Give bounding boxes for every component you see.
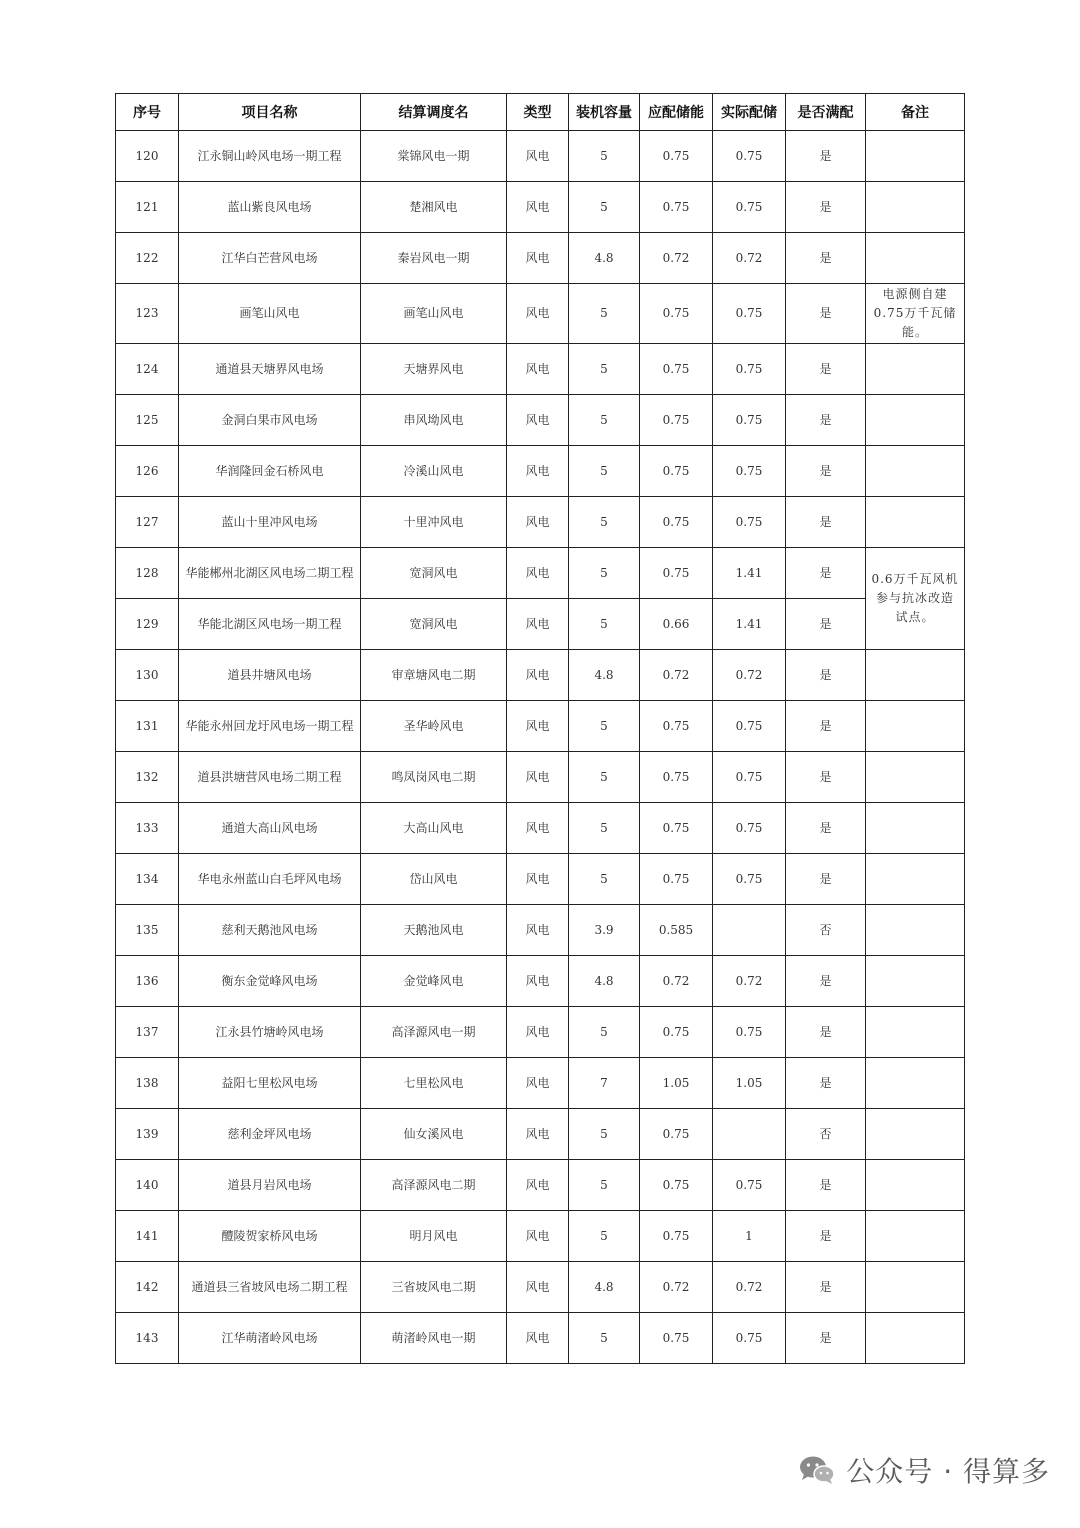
table-row bbox=[116, 233, 965, 284]
cell-actual-storage: 0.75 bbox=[713, 131, 786, 182]
cell-dispatch-name: 棠锦风电一期 bbox=[361, 131, 507, 182]
cell-fully-allocated: 是 bbox=[786, 803, 866, 854]
cell-fully-allocated: 是 bbox=[786, 446, 866, 497]
cell-dispatch-name: 高泽源风电一期 bbox=[361, 1007, 507, 1058]
cell-actual-storage: 1 bbox=[713, 1211, 786, 1262]
cell-dispatch-name: 宽洞风电 bbox=[361, 548, 507, 599]
table-row bbox=[116, 182, 965, 233]
cell-type: 风电 bbox=[507, 803, 569, 854]
header-fully-allocated: 是否满配 bbox=[786, 94, 866, 131]
cell-capacity: 5 bbox=[569, 446, 640, 497]
cell-dispatch-name: 鸣凤岗风电二期 bbox=[361, 752, 507, 803]
cell-dispatch-name: 宽洞风电 bbox=[361, 599, 507, 650]
cell-serial: 134 bbox=[116, 854, 179, 905]
cell-remarks bbox=[866, 233, 965, 284]
cell-serial: 124 bbox=[116, 344, 179, 395]
cell-type: 风电 bbox=[507, 182, 569, 233]
cell-project-name: 通道县三省坡风电场二期工程 bbox=[179, 1262, 361, 1313]
cell-capacity: 5 bbox=[569, 854, 640, 905]
cell-capacity: 5 bbox=[569, 701, 640, 752]
cell-dispatch-name: 楚湘风电 bbox=[361, 182, 507, 233]
cell-actual-storage bbox=[713, 905, 786, 956]
cell-remarks bbox=[866, 752, 965, 803]
cell-required-storage: 0.75 bbox=[640, 854, 713, 905]
table-header-row bbox=[116, 94, 965, 131]
cell-required-storage: 0.75 bbox=[640, 497, 713, 548]
cell-capacity: 5 bbox=[569, 182, 640, 233]
cell-dispatch-name: 冷溪山风电 bbox=[361, 446, 507, 497]
cell-fully-allocated: 是 bbox=[786, 182, 866, 233]
cell-type: 风电 bbox=[507, 344, 569, 395]
cell-remarks bbox=[866, 1058, 965, 1109]
wechat-watermark bbox=[798, 1450, 1050, 1490]
cell-capacity: 5 bbox=[569, 1160, 640, 1211]
header-type: 类型 bbox=[507, 94, 569, 131]
header-remarks: 备注 bbox=[866, 94, 965, 131]
cell-serial: 137 bbox=[116, 1007, 179, 1058]
cell-dispatch-name: 萌渚岭风电一期 bbox=[361, 1313, 507, 1364]
cell-type: 风电 bbox=[507, 497, 569, 548]
cell-capacity: 5 bbox=[569, 1211, 640, 1262]
table-row bbox=[116, 1262, 965, 1313]
cell-serial: 130 bbox=[116, 650, 179, 701]
table-row bbox=[116, 752, 965, 803]
cell-actual-storage: 0.75 bbox=[713, 701, 786, 752]
cell-remarks bbox=[866, 1211, 965, 1262]
table-row bbox=[116, 497, 965, 548]
cell-actual-storage: 0.75 bbox=[713, 1313, 786, 1364]
cell-serial: 125 bbox=[116, 395, 179, 446]
cell-serial: 122 bbox=[116, 233, 179, 284]
cell-capacity: 5 bbox=[569, 131, 640, 182]
table-row bbox=[116, 1313, 965, 1364]
cell-required-storage: 1.05 bbox=[640, 1058, 713, 1109]
cell-capacity: 5 bbox=[569, 599, 640, 650]
table-row bbox=[116, 284, 965, 344]
table-row bbox=[116, 548, 965, 599]
cell-actual-storage: 1.41 bbox=[713, 548, 786, 599]
table-row bbox=[116, 701, 965, 752]
cell-type: 风电 bbox=[507, 395, 569, 446]
cell-project-name: 益阳七里松风电场 bbox=[179, 1058, 361, 1109]
cell-actual-storage: 0.72 bbox=[713, 650, 786, 701]
cell-project-name: 蓝山十里冲风电场 bbox=[179, 497, 361, 548]
cell-fully-allocated: 是 bbox=[786, 395, 866, 446]
cell-fully-allocated: 是 bbox=[786, 854, 866, 905]
cell-fully-allocated: 是 bbox=[786, 284, 866, 344]
header-capacity: 装机容量 bbox=[569, 94, 640, 131]
cell-fully-allocated: 是 bbox=[786, 1058, 866, 1109]
cell-capacity: 5 bbox=[569, 344, 640, 395]
cell-capacity: 4.8 bbox=[569, 650, 640, 701]
cell-project-name: 蓝山紫良风电场 bbox=[179, 182, 361, 233]
table-row bbox=[116, 131, 965, 182]
cell-capacity: 4.8 bbox=[569, 1262, 640, 1313]
cell-project-name: 华电永州蓝山白毛坪风电场 bbox=[179, 854, 361, 905]
cell-remarks bbox=[866, 1313, 965, 1364]
cell-required-storage: 0.72 bbox=[640, 233, 713, 284]
cell-serial: 142 bbox=[116, 1262, 179, 1313]
cell-remarks bbox=[866, 1007, 965, 1058]
cell-project-name: 江华萌渚岭风电场 bbox=[179, 1313, 361, 1364]
cell-actual-storage: 0.75 bbox=[713, 803, 786, 854]
cell-capacity: 4.8 bbox=[569, 956, 640, 1007]
cell-fully-allocated: 是 bbox=[786, 599, 866, 650]
cell-capacity: 5 bbox=[569, 1007, 640, 1058]
cell-fully-allocated: 是 bbox=[786, 1313, 866, 1364]
table-row bbox=[116, 1109, 965, 1160]
cell-serial: 126 bbox=[116, 446, 179, 497]
cell-serial: 123 bbox=[116, 284, 179, 344]
cell-dispatch-name: 画笔山风电 bbox=[361, 284, 507, 344]
cell-dispatch-name: 串风坳风电 bbox=[361, 395, 507, 446]
cell-type: 风电 bbox=[507, 1160, 569, 1211]
wechat-logo-icon bbox=[798, 1454, 836, 1486]
cell-project-name: 华能郴州北湖区风电场二期工程 bbox=[179, 548, 361, 599]
cell-capacity: 5 bbox=[569, 284, 640, 344]
cell-remarks: 电源侧自建0.75万千瓦储能。 bbox=[866, 284, 965, 344]
cell-serial: 132 bbox=[116, 752, 179, 803]
cell-project-name: 慈利天鹅池风电场 bbox=[179, 905, 361, 956]
cell-actual-storage: 1.05 bbox=[713, 1058, 786, 1109]
cell-type: 风电 bbox=[507, 1058, 569, 1109]
cell-required-storage: 0.66 bbox=[640, 599, 713, 650]
cell-fully-allocated: 是 bbox=[786, 1160, 866, 1211]
cell-serial: 120 bbox=[116, 131, 179, 182]
cell-type: 风电 bbox=[507, 752, 569, 803]
cell-fully-allocated: 是 bbox=[786, 956, 866, 1007]
cell-serial: 131 bbox=[116, 701, 179, 752]
cell-fully-allocated: 是 bbox=[786, 650, 866, 701]
cell-dispatch-name: 圣华岭风电 bbox=[361, 701, 507, 752]
cell-required-storage: 0.75 bbox=[640, 131, 713, 182]
cell-required-storage: 0.75 bbox=[640, 1313, 713, 1364]
cell-actual-storage: 0.72 bbox=[713, 1262, 786, 1313]
cell-remarks bbox=[866, 803, 965, 854]
cell-dispatch-name: 金觉峰风电 bbox=[361, 956, 507, 1007]
table-row bbox=[116, 854, 965, 905]
cell-serial: 129 bbox=[116, 599, 179, 650]
cell-project-name: 通道大高山风电场 bbox=[179, 803, 361, 854]
cell-serial: 121 bbox=[116, 182, 179, 233]
cell-actual-storage: 0.75 bbox=[713, 1160, 786, 1211]
cell-project-name: 华润隆回金石桥风电 bbox=[179, 446, 361, 497]
cell-actual-storage: 1.41 bbox=[713, 599, 786, 650]
cell-project-name: 慈利金坪风电场 bbox=[179, 1109, 361, 1160]
cell-actual-storage: 0.75 bbox=[713, 284, 786, 344]
cell-project-name: 华能永州回龙圩风电场一期工程 bbox=[179, 701, 361, 752]
cell-actual-storage: 0.72 bbox=[713, 956, 786, 1007]
cell-actual-storage: 0.75 bbox=[713, 854, 786, 905]
cell-fully-allocated: 是 bbox=[786, 701, 866, 752]
cell-project-name: 衡东金觉峰风电场 bbox=[179, 956, 361, 1007]
header-required-storage: 应配储能 bbox=[640, 94, 713, 131]
cell-type: 风电 bbox=[507, 1313, 569, 1364]
cell-fully-allocated: 是 bbox=[786, 131, 866, 182]
cell-required-storage: 0.75 bbox=[640, 284, 713, 344]
cell-fully-allocated: 是 bbox=[786, 752, 866, 803]
cell-remarks bbox=[866, 701, 965, 752]
cell-serial: 133 bbox=[116, 803, 179, 854]
table-row bbox=[116, 1007, 965, 1058]
table-row bbox=[116, 1160, 965, 1211]
cell-actual-storage bbox=[713, 1109, 786, 1160]
cell-dispatch-name: 七里松风电 bbox=[361, 1058, 507, 1109]
cell-type: 风电 bbox=[507, 956, 569, 1007]
cell-remarks bbox=[866, 344, 965, 395]
cell-actual-storage: 0.75 bbox=[713, 752, 786, 803]
cell-actual-storage: 0.75 bbox=[713, 446, 786, 497]
cell-serial: 143 bbox=[116, 1313, 179, 1364]
cell-type: 风电 bbox=[507, 131, 569, 182]
cell-required-storage: 0.75 bbox=[640, 1211, 713, 1262]
cell-type: 风电 bbox=[507, 1007, 569, 1058]
cell-type: 风电 bbox=[507, 1109, 569, 1160]
cell-required-storage: 0.75 bbox=[640, 1160, 713, 1211]
cell-required-storage: 0.72 bbox=[640, 956, 713, 1007]
cell-remarks bbox=[866, 497, 965, 548]
table-row bbox=[116, 1058, 965, 1109]
cell-actual-storage: 0.75 bbox=[713, 344, 786, 395]
cell-required-storage: 0.72 bbox=[640, 1262, 713, 1313]
cell-type: 风电 bbox=[507, 905, 569, 956]
cell-type: 风电 bbox=[507, 650, 569, 701]
cell-project-name: 通道县天塘界风电场 bbox=[179, 344, 361, 395]
watermark-text: 公众号 · 得算多 bbox=[846, 1455, 1050, 1488]
cell-required-storage: 0.75 bbox=[640, 344, 713, 395]
cell-type: 风电 bbox=[507, 854, 569, 905]
cell-remarks bbox=[866, 854, 965, 905]
table-row bbox=[116, 1211, 965, 1262]
table-row bbox=[116, 956, 965, 1007]
cell-capacity: 3.9 bbox=[569, 905, 640, 956]
cell-required-storage: 0.75 bbox=[640, 548, 713, 599]
cell-dispatch-name: 明月风电 bbox=[361, 1211, 507, 1262]
cell-serial: 135 bbox=[116, 905, 179, 956]
cell-actual-storage: 0.72 bbox=[713, 233, 786, 284]
cell-remarks bbox=[866, 650, 965, 701]
cell-remarks bbox=[866, 1160, 965, 1211]
cell-type: 风电 bbox=[507, 1262, 569, 1313]
header-serial: 序号 bbox=[116, 94, 179, 131]
cell-capacity: 5 bbox=[569, 803, 640, 854]
cell-dispatch-name: 仙女溪风电 bbox=[361, 1109, 507, 1160]
cell-required-storage: 0.75 bbox=[640, 395, 713, 446]
cell-dispatch-name: 三省坡风电二期 bbox=[361, 1262, 507, 1313]
cell-serial: 141 bbox=[116, 1211, 179, 1262]
cell-remarks bbox=[866, 956, 965, 1007]
table-row bbox=[116, 803, 965, 854]
cell-remarks bbox=[866, 395, 965, 446]
cell-dispatch-name: 大高山风电 bbox=[361, 803, 507, 854]
cell-project-name: 江永县竹塘岭风电场 bbox=[179, 1007, 361, 1058]
cell-required-storage: 0.75 bbox=[640, 803, 713, 854]
cell-serial: 136 bbox=[116, 956, 179, 1007]
cell-required-storage: 0.75 bbox=[640, 446, 713, 497]
cell-project-name: 华能北湖区风电场一期工程 bbox=[179, 599, 361, 650]
cell-dispatch-name: 秦岩风电一期 bbox=[361, 233, 507, 284]
cell-remarks bbox=[866, 905, 965, 956]
cell-type: 风电 bbox=[507, 548, 569, 599]
cell-remarks: 0.6万千瓦风机参与抗冰改造试点。 bbox=[866, 548, 965, 650]
cell-fully-allocated: 是 bbox=[786, 1262, 866, 1313]
cell-project-name: 道县月岩风电场 bbox=[179, 1160, 361, 1211]
cell-remarks bbox=[866, 446, 965, 497]
cell-dispatch-name: 十里冲风电 bbox=[361, 497, 507, 548]
cell-serial: 140 bbox=[116, 1160, 179, 1211]
cell-capacity: 5 bbox=[569, 395, 640, 446]
cell-remarks bbox=[866, 131, 965, 182]
table-row bbox=[116, 395, 965, 446]
cell-required-storage: 0.75 bbox=[640, 182, 713, 233]
cell-serial: 127 bbox=[116, 497, 179, 548]
cell-project-name: 江华白芒营风电场 bbox=[179, 233, 361, 284]
cell-project-name: 金洞白果市风电场 bbox=[179, 395, 361, 446]
cell-project-name: 江永铜山岭风电场一期工程 bbox=[179, 131, 361, 182]
cell-capacity: 5 bbox=[569, 752, 640, 803]
cell-dispatch-name: 审章塘风电二期 bbox=[361, 650, 507, 701]
cell-serial: 139 bbox=[116, 1109, 179, 1160]
cell-actual-storage: 0.75 bbox=[713, 182, 786, 233]
cell-fully-allocated: 是 bbox=[786, 344, 866, 395]
cell-project-name: 画笔山风电 bbox=[179, 284, 361, 344]
cell-required-storage: 0.75 bbox=[640, 1109, 713, 1160]
table-row bbox=[116, 650, 965, 701]
cell-capacity: 7 bbox=[569, 1058, 640, 1109]
cell-actual-storage: 0.75 bbox=[713, 395, 786, 446]
table-row bbox=[116, 905, 965, 956]
cell-project-name: 醴陵贺家桥风电场 bbox=[179, 1211, 361, 1262]
cell-actual-storage: 0.75 bbox=[713, 497, 786, 548]
table-row bbox=[116, 446, 965, 497]
cell-fully-allocated: 否 bbox=[786, 905, 866, 956]
header-project-name: 项目名称 bbox=[179, 94, 361, 131]
cell-remarks bbox=[866, 182, 965, 233]
cell-required-storage: 0.75 bbox=[640, 1007, 713, 1058]
cell-type: 风电 bbox=[507, 446, 569, 497]
cell-capacity: 5 bbox=[569, 1313, 640, 1364]
table-row bbox=[116, 344, 965, 395]
cell-type: 风电 bbox=[507, 701, 569, 752]
table-row bbox=[116, 599, 965, 650]
cell-capacity: 5 bbox=[569, 1109, 640, 1160]
cell-fully-allocated: 是 bbox=[786, 548, 866, 599]
cell-project-name: 道县井塘风电场 bbox=[179, 650, 361, 701]
cell-type: 风电 bbox=[507, 1211, 569, 1262]
header-dispatch-name: 结算调度名 bbox=[361, 94, 507, 131]
cell-required-storage: 0.75 bbox=[640, 701, 713, 752]
cell-dispatch-name: 岱山风电 bbox=[361, 854, 507, 905]
cell-dispatch-name: 高泽源风电二期 bbox=[361, 1160, 507, 1211]
cell-fully-allocated: 否 bbox=[786, 1109, 866, 1160]
cell-fully-allocated: 是 bbox=[786, 233, 866, 284]
cell-type: 风电 bbox=[507, 599, 569, 650]
cell-dispatch-name: 天鹅池风电 bbox=[361, 905, 507, 956]
storage-allocation-table bbox=[115, 93, 965, 1364]
cell-required-storage: 0.585 bbox=[640, 905, 713, 956]
cell-type: 风电 bbox=[507, 233, 569, 284]
cell-capacity: 4.8 bbox=[569, 233, 640, 284]
cell-remarks bbox=[866, 1109, 965, 1160]
cell-capacity: 5 bbox=[569, 548, 640, 599]
cell-actual-storage: 0.75 bbox=[713, 1007, 786, 1058]
cell-fully-allocated: 是 bbox=[786, 1007, 866, 1058]
cell-serial: 128 bbox=[116, 548, 179, 599]
cell-required-storage: 0.75 bbox=[640, 752, 713, 803]
cell-remarks bbox=[866, 1262, 965, 1313]
header-actual-storage: 实际配储 bbox=[713, 94, 786, 131]
cell-serial: 138 bbox=[116, 1058, 179, 1109]
cell-required-storage: 0.72 bbox=[640, 650, 713, 701]
cell-capacity: 5 bbox=[569, 497, 640, 548]
cell-project-name: 道县洪塘营风电场二期工程 bbox=[179, 752, 361, 803]
cell-type: 风电 bbox=[507, 284, 569, 344]
cell-fully-allocated: 是 bbox=[786, 1211, 866, 1262]
cell-dispatch-name: 天塘界风电 bbox=[361, 344, 507, 395]
cell-fully-allocated: 是 bbox=[786, 497, 866, 548]
